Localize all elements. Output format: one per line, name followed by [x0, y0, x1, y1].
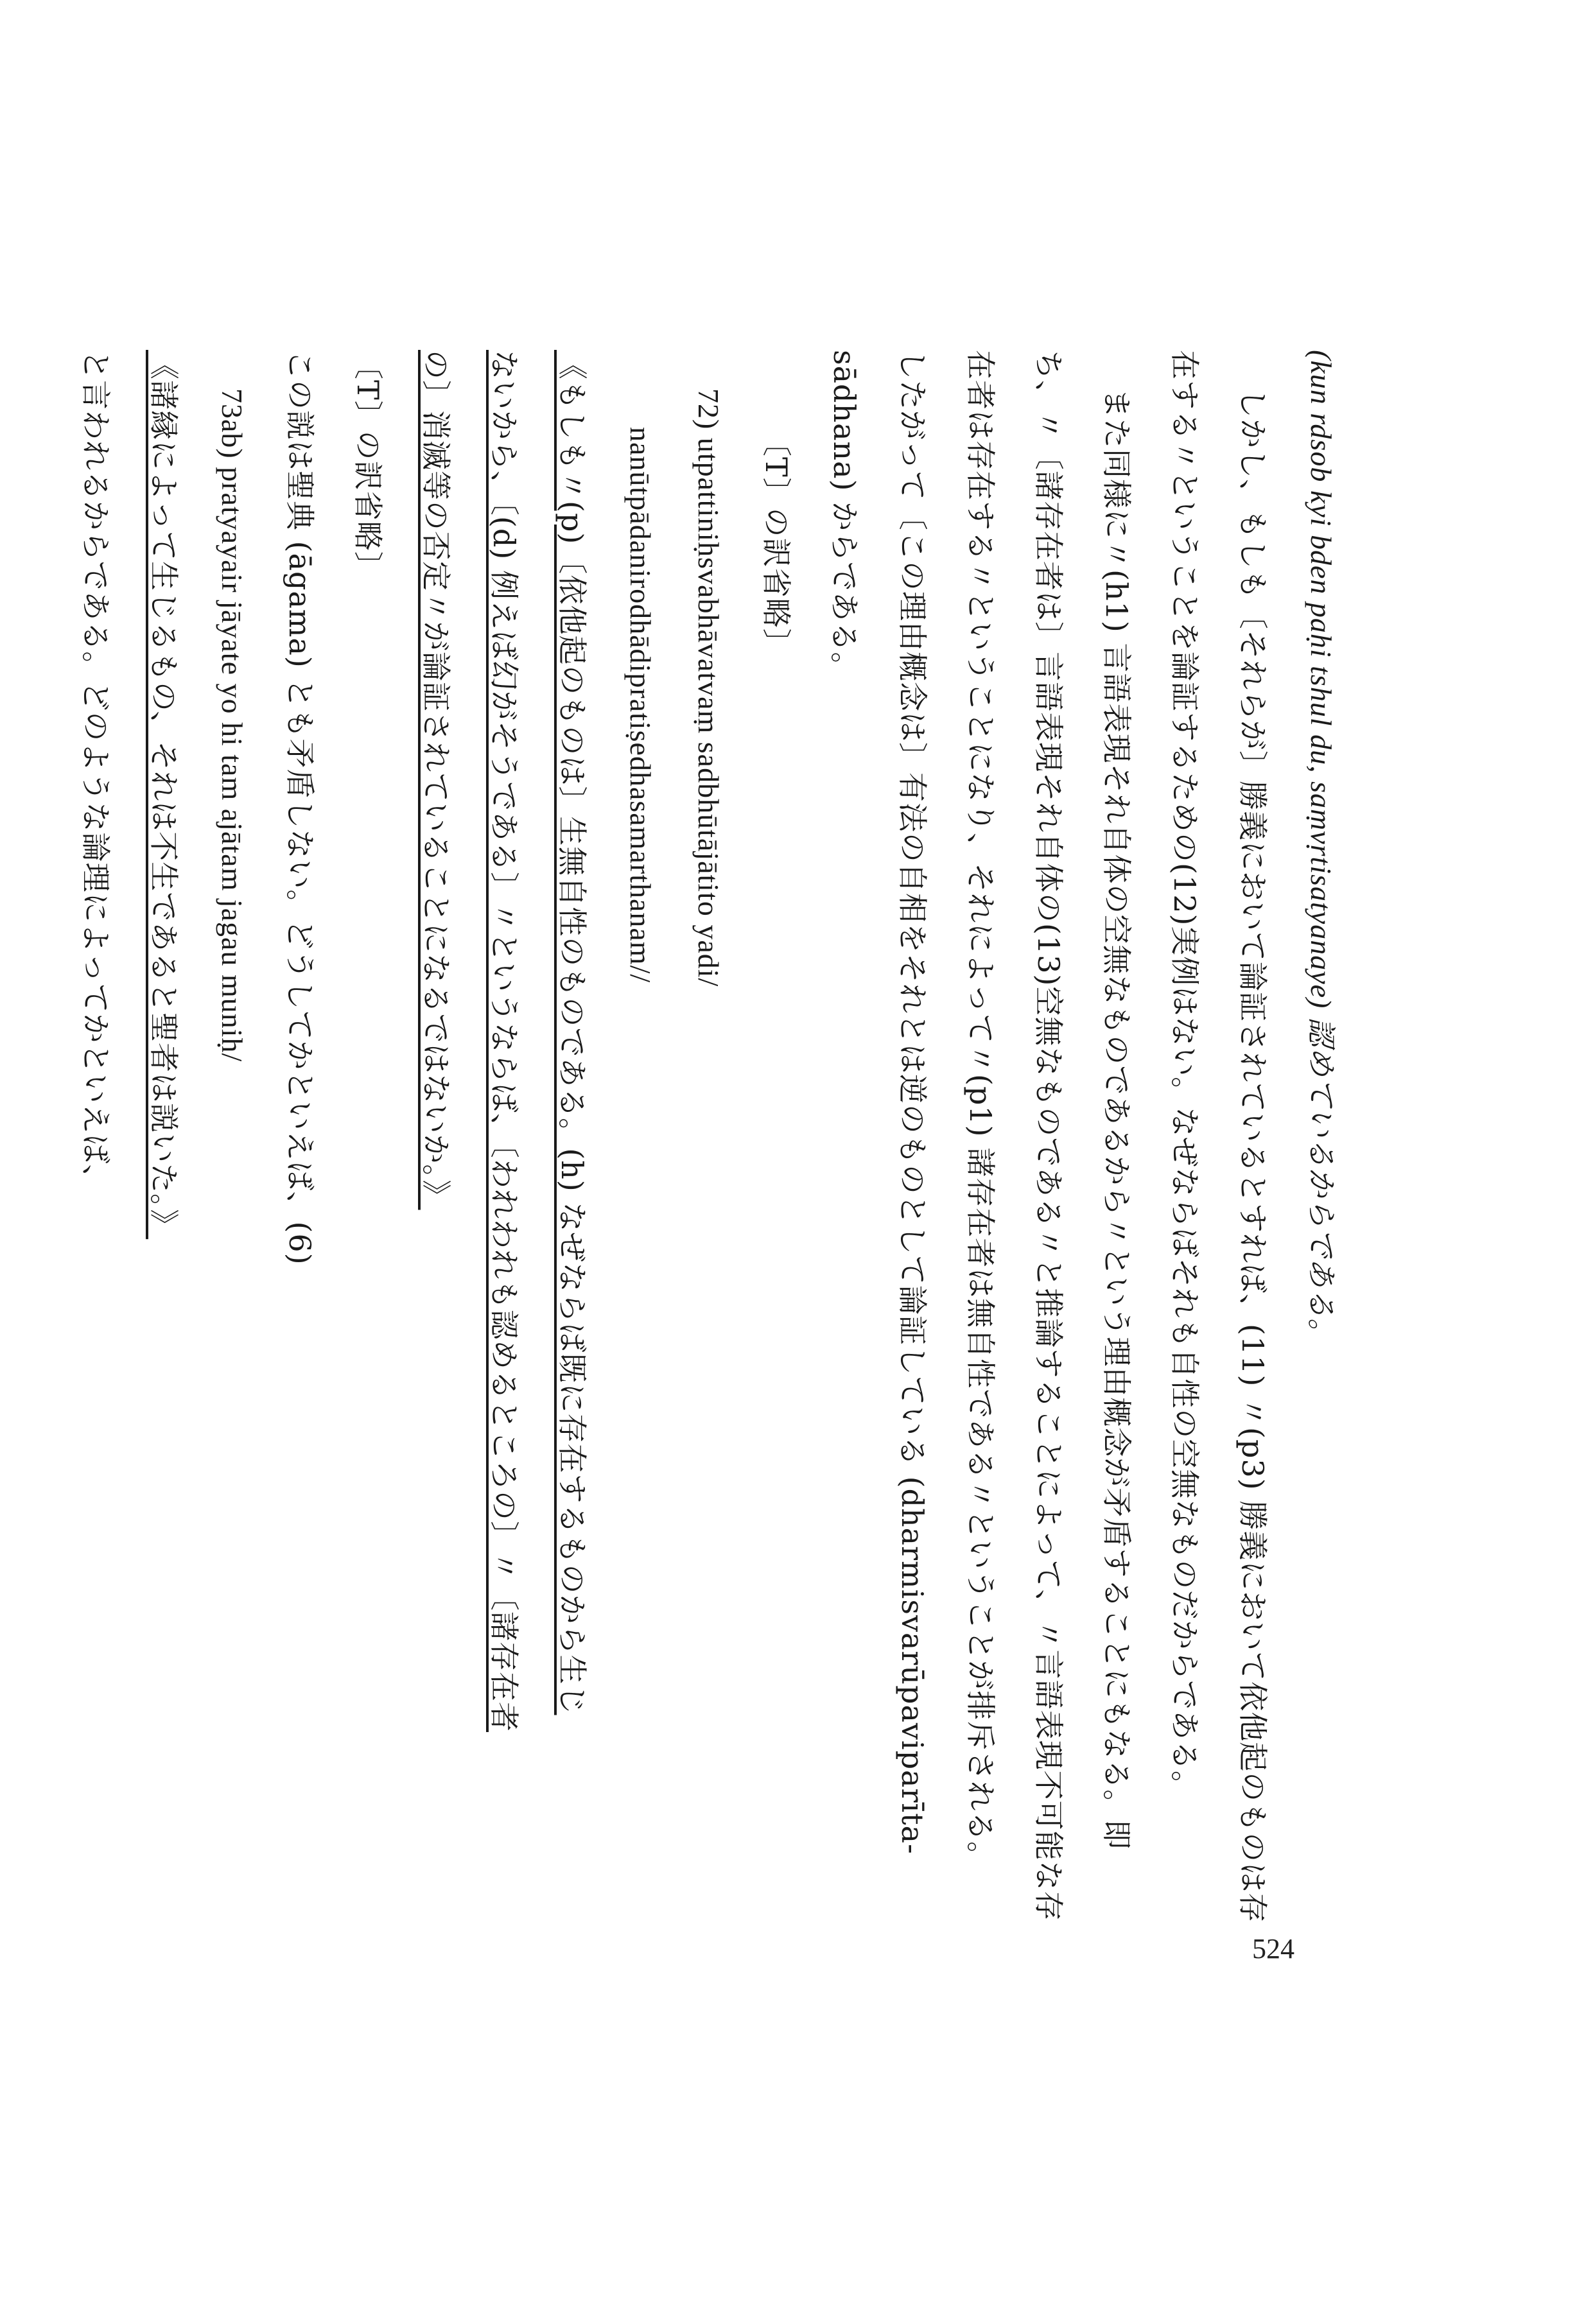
translated-verse-line: 《諸縁によって生じるもの、それは不生であると聖者は説いた。》	[146, 350, 181, 1240]
text-line: sādhana) からである。	[827, 350, 862, 682]
sanskrit-verse-line: nanūtpādanirodhādipratiṣedhasamarthanam//	[624, 427, 657, 984]
text-line: と言われるからである。どのような論理によってかといえば、	[78, 350, 113, 1195]
text-line: この説は聖典 (āgama) とも矛盾しない。どうしてかといえば、(6)	[283, 350, 317, 1265]
body-text	[62, 350, 1355, 2250]
text-line: (kun rdsob kyi bden paḥi tshul du, saṃvṛtisatyanaye) 認めているからである。	[1305, 350, 1338, 1349]
sanskrit-verse-line: 73ab) pratyayair jāyate yo hi tam ajātam jagau muniḥ/	[216, 388, 248, 1062]
sanskrit-verse-line: 72) utpattiniḥsvabhāvatvaṃ sadbhūtājātito yadi/	[692, 388, 725, 987]
rotated-text-region	[78, 350, 1355, 2250]
text-line: 〔T〕の訳省略〕	[759, 427, 794, 659]
text-line: 在する〃ということを論証するための(12)実例はない。なぜならばそれも自性の空無なものだからである。	[1167, 350, 1202, 1801]
text-line: また同様に〃(h1) 言語表現それ自体の空無なものであるから〃という理由概念が矛盾することにもなる。即	[1099, 388, 1134, 1850]
text-line: ち、〃〔諸存在者は〕言語表現それ自体の(13)空無なものである〃と推論することによって、〃言語表現不可能な存	[1031, 350, 1066, 1921]
text-line: 〔T〕の訳省略〕	[351, 350, 385, 582]
translated-verse-line: 《もしも〃(p)〔依他起のものは〕生無自性のものである。(h) なぜならば既に存在するものから生じ	[555, 350, 589, 1715]
text-line: 在者は存在する〃ということになり、それによって〃(p1) 諸存在者は無自性である〃ということが排斥される。	[963, 350, 998, 1872]
text-line: したがって〔この理由概念は〕有法の自相をそれとは逆のものとして論証している (dharmisvarūpaviparīta-	[895, 350, 930, 1855]
text-line: しかし、もしも〔それらが〕勝義において論証されているとすれば、(11) 〃(p3) 勝義において依他起のものは存	[1235, 388, 1270, 1923]
translated-verse-line: ないから、〔(d) 例えば幻がそうである〕〃というならば、〔われわれも認めるところの〕〃〔諸存在者	[487, 350, 521, 1732]
page-number: 524	[1252, 1933, 1294, 1964]
translated-verse-line: の〕消滅等の否定〃が論証されていることになるではないか。》	[419, 350, 453, 1210]
